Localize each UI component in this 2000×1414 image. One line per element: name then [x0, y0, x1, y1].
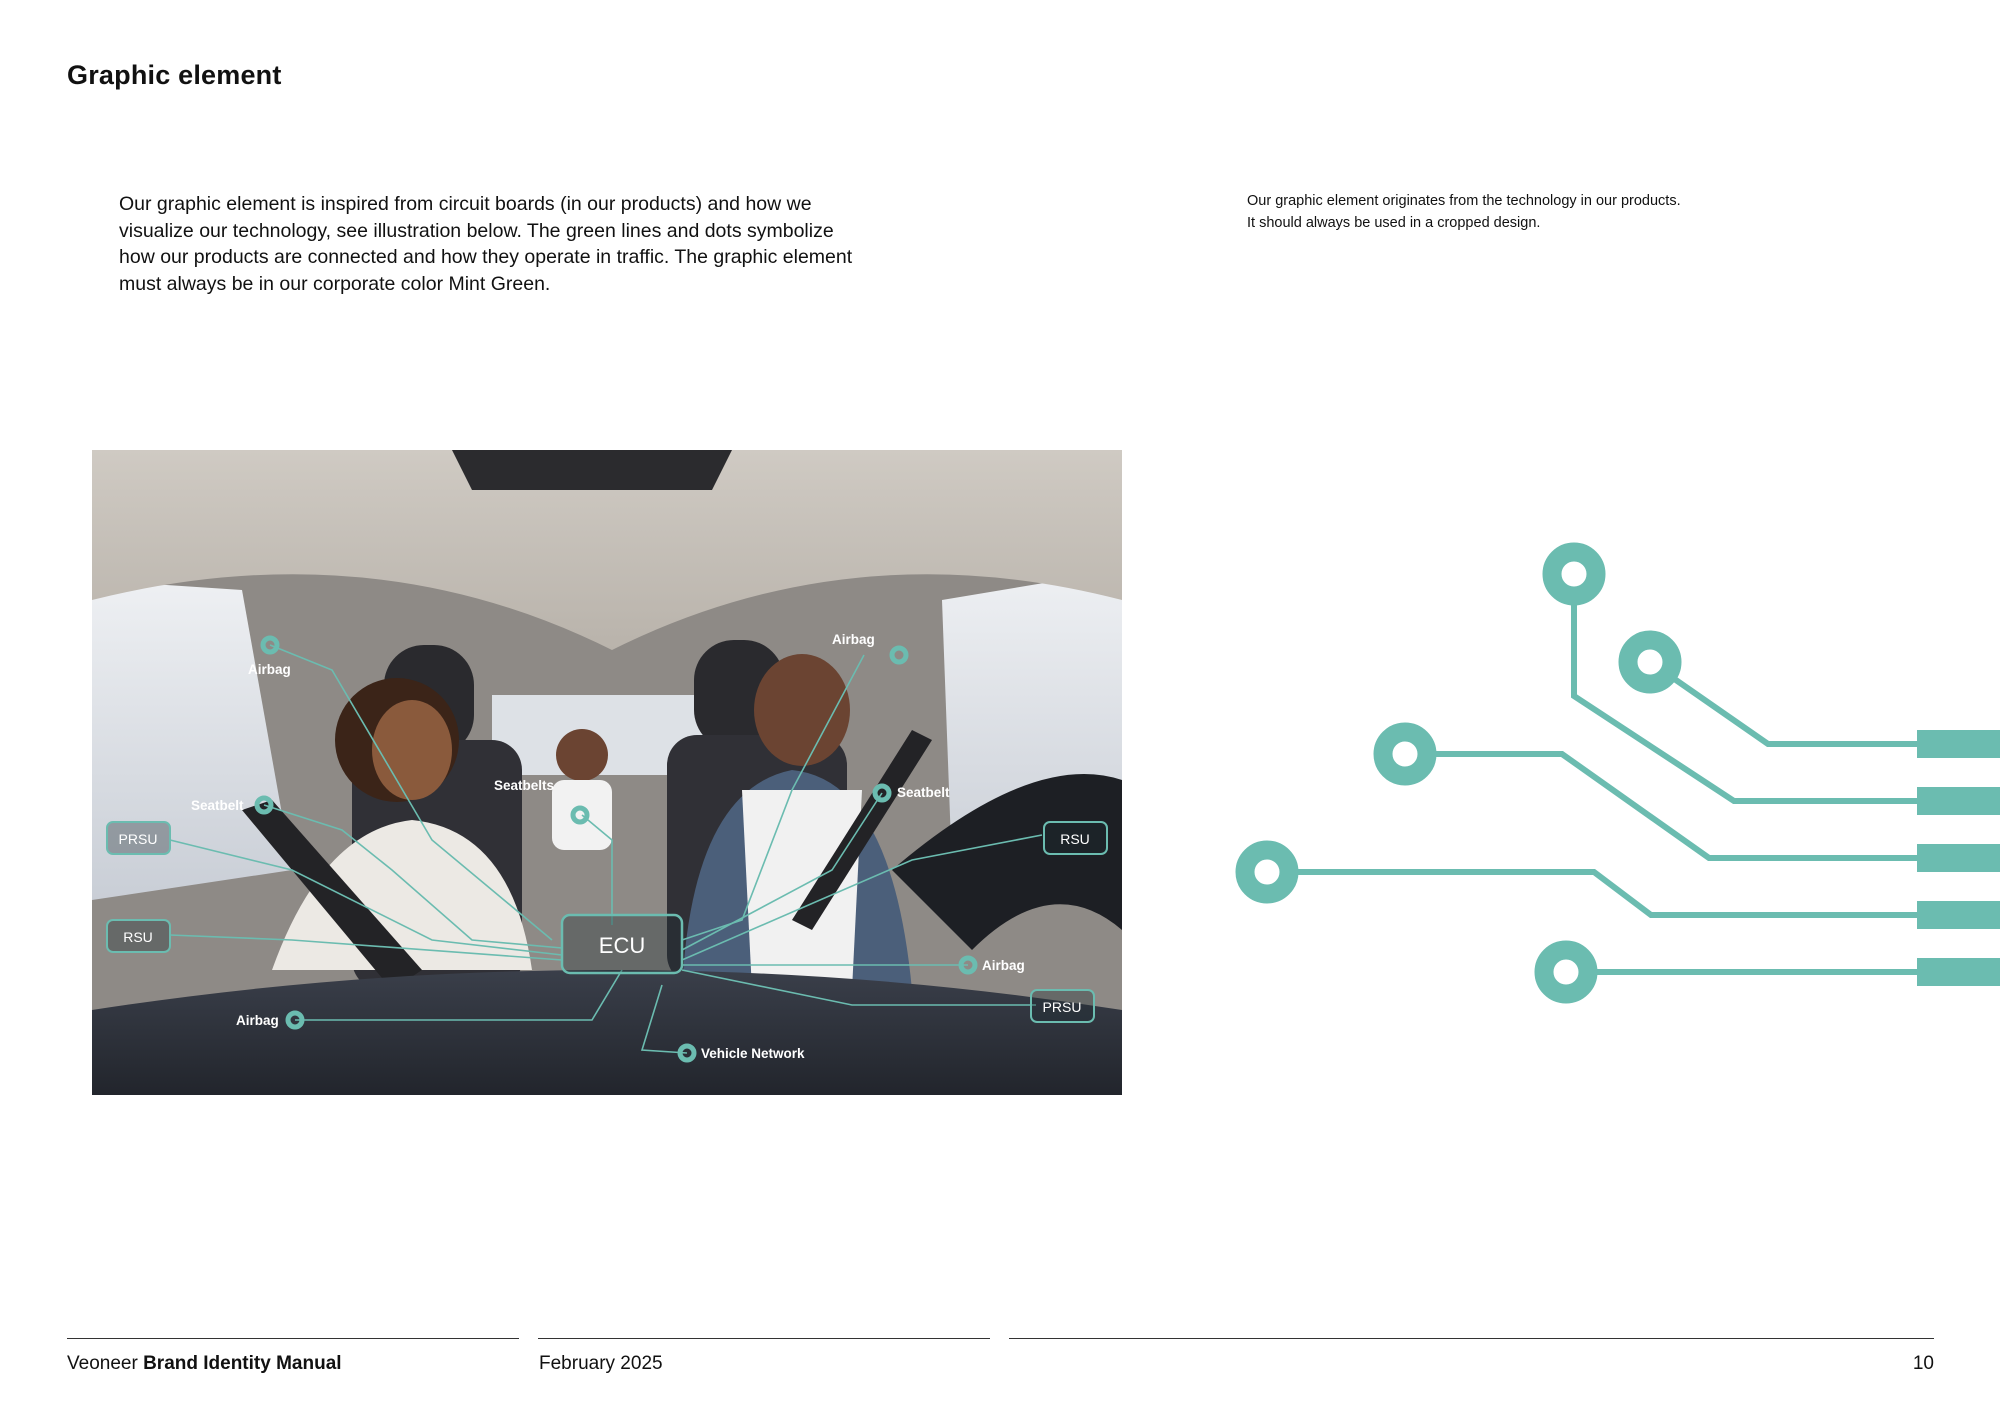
side-note-line: Our graphic element originates from the technology in our products.: [1247, 193, 1681, 209]
ecu-label: ECU: [598, 933, 646, 958]
circuit-terminals: [1917, 730, 2000, 986]
seatbelts-label: Seatbelts: [494, 778, 555, 793]
prsu-right-label: PRSU: [1042, 999, 1082, 1015]
prsu-right-chip: [1031, 990, 1094, 1022]
footer-divider: [67, 1338, 519, 1339]
side-note-line: It should always be used in a cropped design.: [1247, 214, 1541, 231]
side-note: [1247, 191, 1807, 234]
rsu-right-chip: [1044, 822, 1107, 854]
airbag-label: Airbag: [248, 662, 291, 677]
circuit-traces: [1267, 574, 1950, 972]
footer-divider: [1009, 1338, 1934, 1339]
footer-divider: [538, 1338, 990, 1339]
prsu-left-label: PRSU: [118, 831, 158, 847]
rsu-right-label: RSU: [1060, 831, 1090, 847]
footer-company: Veoneer: [67, 1353, 138, 1374]
page-title: Graphic element: [67, 60, 282, 90]
page-number: 10: [1912, 1353, 1934, 1374]
footer-date: February 2025: [539, 1353, 663, 1374]
seatbelt-label: Seatbelt: [191, 798, 244, 813]
footer-manual-title: Brand Identity Manual: [143, 1353, 342, 1374]
rsu-left-chip: [107, 920, 170, 952]
intro-paragraph: Our graphic element is inspired from circuit boards (in our products) and how we visualize our technology, see illustration below. The green lines and dots symbolize how our products are connected and how they operate in traffic. The graphic element must always be in our corporate color Mint Green.: [119, 193, 853, 295]
prsu-left-chip: [107, 822, 170, 854]
rsu-left-label: RSU: [123, 929, 153, 945]
seatbelt-label: Seatbelt: [897, 785, 950, 800]
footer-brand: [67, 1350, 342, 1378]
airbag-label: Airbag: [982, 958, 1025, 973]
airbag-label: Airbag: [832, 632, 875, 647]
vehicle-network-label: Vehicle Network: [701, 1046, 805, 1061]
car-interior-photo: [92, 450, 1122, 1095]
airbag-label: Airbag: [236, 1013, 279, 1028]
circuit-graphic-element: [1225, 520, 2000, 1020]
circuit-nodes: [1245, 552, 1672, 994]
